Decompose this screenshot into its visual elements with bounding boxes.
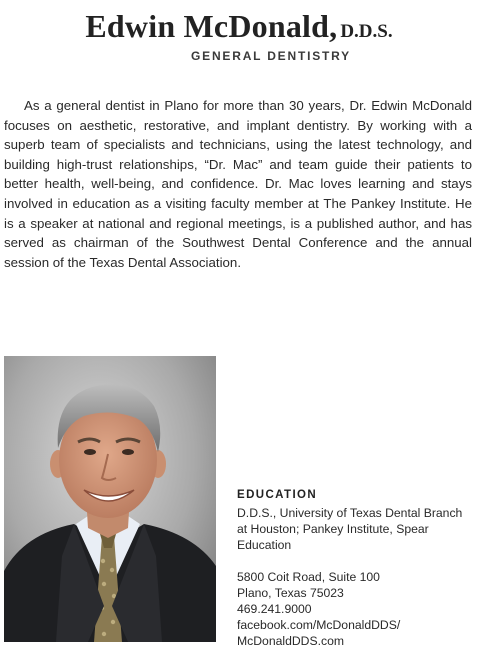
- contact-city: Plano, Texas 75023: [237, 586, 344, 600]
- doctor-credentials: D.D.S.: [340, 21, 393, 42]
- doctor-portrait-photo: [4, 356, 216, 642]
- contact-address: 5800 Coit Road, Suite 100: [237, 570, 380, 584]
- contact-block: [237, 569, 473, 649]
- details-column: [237, 487, 473, 649]
- profile-header: [0, 10, 478, 63]
- contact-website-link[interactable]: McDonaldDDS.com: [237, 634, 345, 648]
- contact-phone[interactable]: 469.241.9000: [237, 602, 312, 616]
- doctor-name-line: [0, 10, 478, 42]
- contact-facebook-link[interactable]: facebook.com/McDonaldDDS/: [237, 618, 401, 632]
- biography-paragraph: As a general dentist in Plano for more than 30 years, Dr. Edwin McDonald focuses on aesthetic, restorative, and implant dentistry. By working with a superb team of specialists and technicians, using the latest technology, and building high-trust relationships, “Dr. Mac” and team guide their patients to better health, well-being, and confidence. Dr. Mac loves learning and stays involved in education as a visiting faculty member at The Pankey Institute. He is a speaker at national and regional meetings, is a published author, and has served as chairman of the Southwest Dental Conference and the annual session of the Texas Dental Association.: [4, 98, 472, 270]
- education-heading: EDUCATION: [237, 489, 318, 501]
- education-text: D.D.S., University of Texas Dental Branch at Houston; Pankey Institute, Spear Education: [237, 506, 463, 552]
- practice-subtitle: GENERAL DENTISTRY: [191, 49, 351, 63]
- doctor-name: Edwin McDonald,: [85, 8, 338, 44]
